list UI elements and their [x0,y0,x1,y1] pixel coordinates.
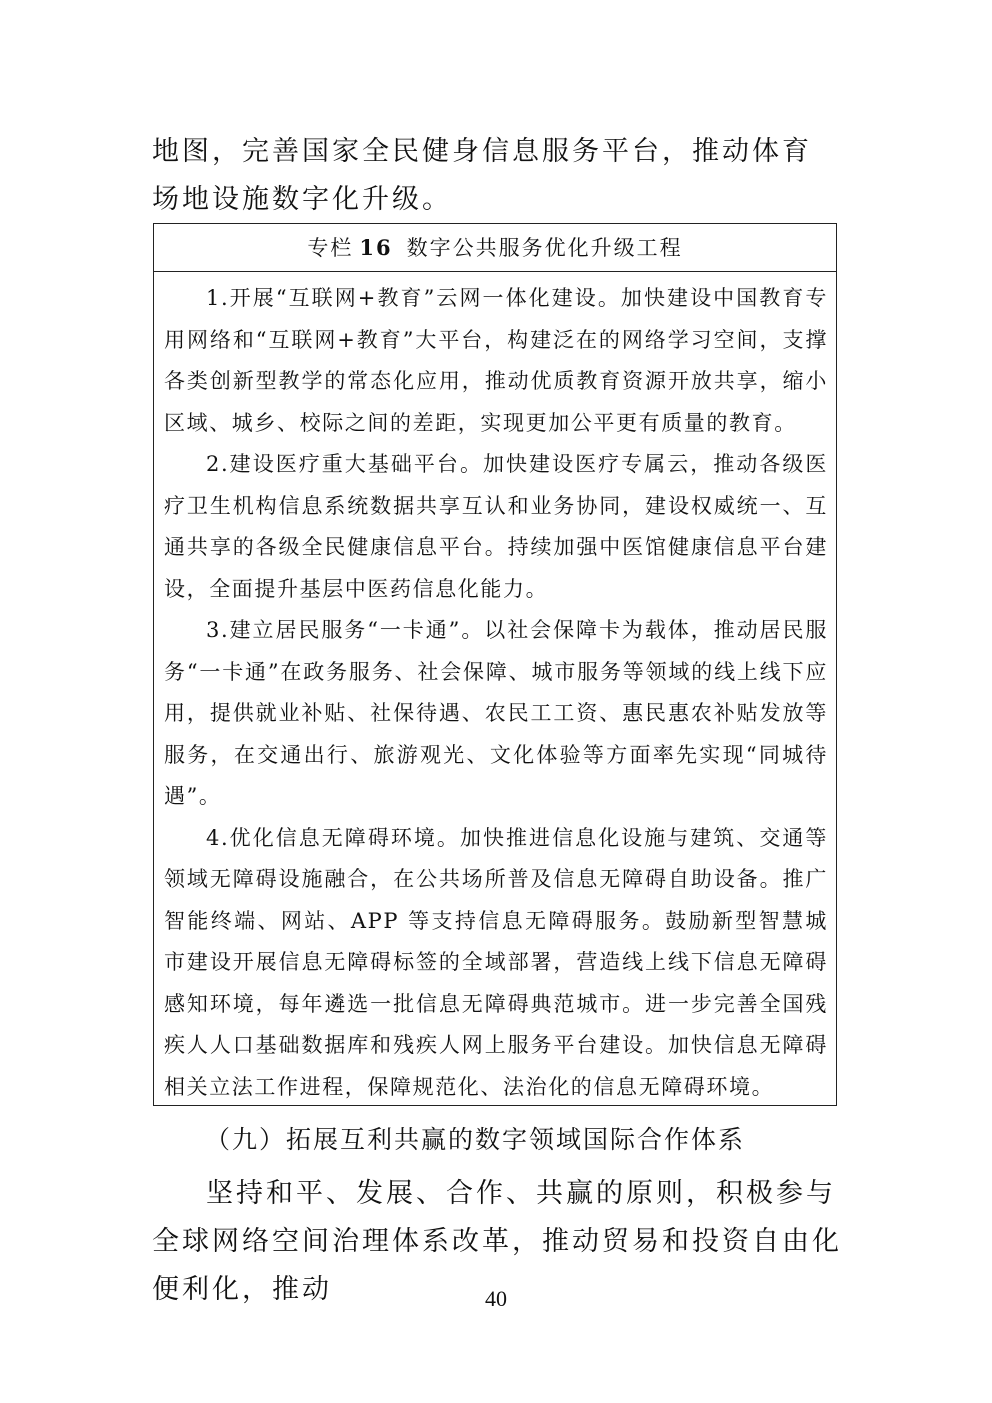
box-item-3: 3.建立居民服务“一卡通”。以社会保障卡为载体，推动居民服务“一卡通”在政务服务、社会保障、城市服务等领域的线上线下应用，提供就业补贴、社保待遇、农民工工资、惠民惠农补贴发放等服务，在交通出行、旅游观光、文化体验等方面率先实现“同城待遇”。 [164,618,828,808]
feature-box [153,223,837,1106]
box-item-4: 4.优化信息无障碍环境。加快推进信息化设施与建筑、交通等领域无障碍设施融合，在公共场所普及信息无障碍自助设备。推广智能终端、网站、APP 等支持信息无障碍服务。鼓励新型智慧城市建设开展信息无障碍标签的全域部署，营造线上线下信息无障碍感知环境，每年遴选一批信息无障碍典范城市。进一步完善全国残疾人人口基础数据库和残疾人网上服务平台建设。加快信息无障碍相关立法工作进程，保障规范化、法治化的信息无障碍环境。 [164,825,828,1099]
box-title-prefix: 专栏 [307,236,354,260]
body-paragraph: 坚持和平、发展、合作、共赢的原则，积极参与全球网络空间治理体系改革，推动贸易和投资自由化便利化，推动 [152,1178,842,1305]
feature-box-body [154,272,836,1108]
section-heading: （九）拓展互利共赢的数字领域国际合作体系 [205,1125,746,1154]
intro-paragraph: 地图，完善国家全民健身信息服务平台，推动体育场地设施数字化升级。 [152,136,812,215]
page-number: 40 [485,1286,507,1311]
box-title-text: 数字公共服务优化升级工程 [406,236,683,260]
feature-box-title [154,224,836,272]
box-item-2: 2.建设医疗重大基础平台。加快建设医疗专属云，推动各级医疗卫生机构信息系统数据共享互认和业务协同，建设权威统一、互通共享的各级全民健康信息平台。持续加强中医馆健康信息平台建设，全面提升基层中医药信息化能力。 [164,452,828,601]
box-title-number: 16 [359,235,393,260]
box-item-1: 1.开展“互联网+教育”云网一体化建设。加快建设中国教育专用网络和“互联网+教育”大平台，构建泛在的网络学习空间，支撑各类创新型教学的常态化应用，推动优质教育资源开放共享，缩小区域、城乡、校际之间的差距，实现更加公平更有质量的教育。 [164,286,828,435]
